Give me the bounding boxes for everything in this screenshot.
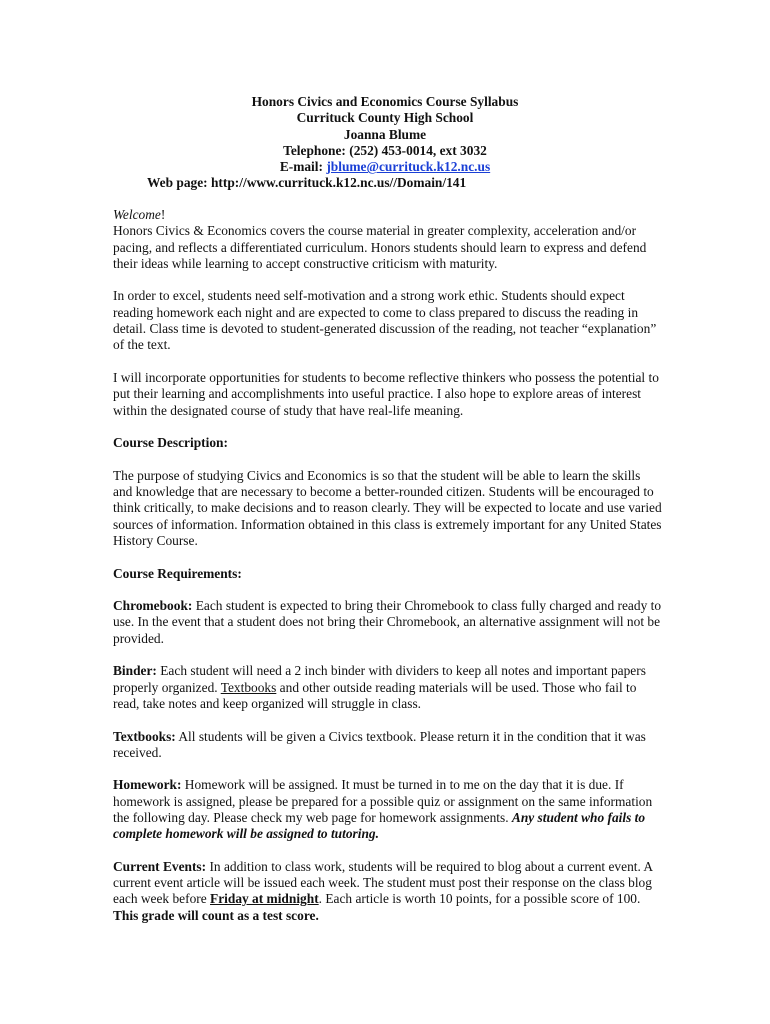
textbooks-paragraph	[113, 729, 663, 762]
teacher-name: Joanna Blume	[343, 126, 427, 142]
deadline-text: Friday at midnight	[210, 891, 319, 907]
excel-paragraph: In order to excel, students need self-motivation and a strong work ethic. Students should expect reading homework each night and are expected to come to class prepared to discuss the reading in detail. Class time is devoted to student-generated discussion of the reading, not teacher “explanation” of the text.	[113, 288, 657, 353]
syllabus-body	[113, 207, 663, 940]
reflect-paragraph: I will incorporate opportunities for students to become reflective thinkers who possess the potential to put their learning and accomplishments into useful practice. I also hope to explore areas of interest within the designated course of study that have real-life meaning.	[113, 369, 659, 418]
welcome-paragraph	[113, 207, 663, 272]
homework-text: Homework will be assigned. It must be turned in to me on the day that it is due. If homework is assigned, please be prepared for a possible quiz or assignment on the same information the following day. Please check my web page for homework assignments.	[113, 777, 653, 825]
homework-label: Homework:	[113, 777, 182, 793]
current-events-text-b: . Each article is worth 10 points, for a possible score of 100.	[318, 891, 641, 907]
chromebook-paragraph	[113, 598, 663, 647]
textbooks-text: All students will be given a Civics textbook. Please return it in the condition that it was received.	[113, 728, 646, 760]
welcome-word: Welcome	[113, 207, 161, 222]
email-label: E-mail:	[279, 159, 327, 175]
course-description-text: The purpose of studying Civics and Economics is so that the student will be able to learn the skills and knowledge that are necessary to become a better-rounded citizen. Students will be encouraged to think critically, to make decisions and to reason clearly. They will be expected to locate and use varied sources of information. Information obtained in this class is extremely important for any United States History Course.	[113, 467, 662, 548]
course-title: Honors Civics and Economics Course Syllabus	[251, 94, 519, 109]
textbooks-label: Textbooks:	[113, 728, 176, 744]
current-events-paragraph	[113, 859, 663, 924]
binder-paragraph	[113, 663, 663, 712]
email-link[interactable]: jblume@currituck.k12.nc.us	[326, 159, 491, 175]
current-events-emphasis: This grade will count as a test score.	[113, 907, 319, 923]
welcome-text: Honors Civics & Economics covers the course material in greater complexity, acceleration and/or pacing, and reflects a differentiated curriculum. Honors students should learn to express and defend their ideas while learning to accept constructive criticism with maturity.	[113, 223, 647, 271]
binder-text-a: Each student will need a 2 inch binder with dividers to keep all notes and important papers properly organized.	[113, 663, 646, 695]
chromebook-label: Chromebook:	[113, 598, 193, 614]
homework-paragraph	[113, 777, 663, 842]
homework-emphasis: Any student who fails to complete homework will be assigned to tutoring.	[113, 809, 646, 842]
binder-text-b: and other outside reading materials will be used. Those who fail to read, take notes and keep organized will struggle in class.	[113, 679, 637, 711]
current-events-label: Current Events:	[113, 858, 207, 874]
school-name: Currituck County High School	[296, 110, 474, 126]
welcome-bang: !	[160, 207, 166, 222]
binder-label: Binder:	[113, 663, 157, 679]
course-description-heading: Course Description:	[113, 435, 228, 451]
syllabus-header	[0, 94, 770, 192]
email-line	[0, 159, 770, 175]
telephone: Telephone: (252) 453-0014, ext 3032	[283, 142, 487, 158]
textbooks-link[interactable]: Textbooks	[220, 679, 277, 695]
current-events-text-a: In addition to class work, students will be required to blog about a current event. A current event article will be issued each week. The student must post their response on the class blog each week before	[113, 858, 653, 907]
course-requirements-heading: Course Requirements:	[113, 565, 242, 581]
web-page-line: Web page: http://www.currituck.k12.nc.us//Domain/141	[147, 175, 467, 191]
chromebook-text: Each student is expected to bring their Chromebook to class fully charged and ready to use. In the event that a student does not bring their Chromebook, an alternative assignment will not be provided.	[113, 598, 662, 646]
